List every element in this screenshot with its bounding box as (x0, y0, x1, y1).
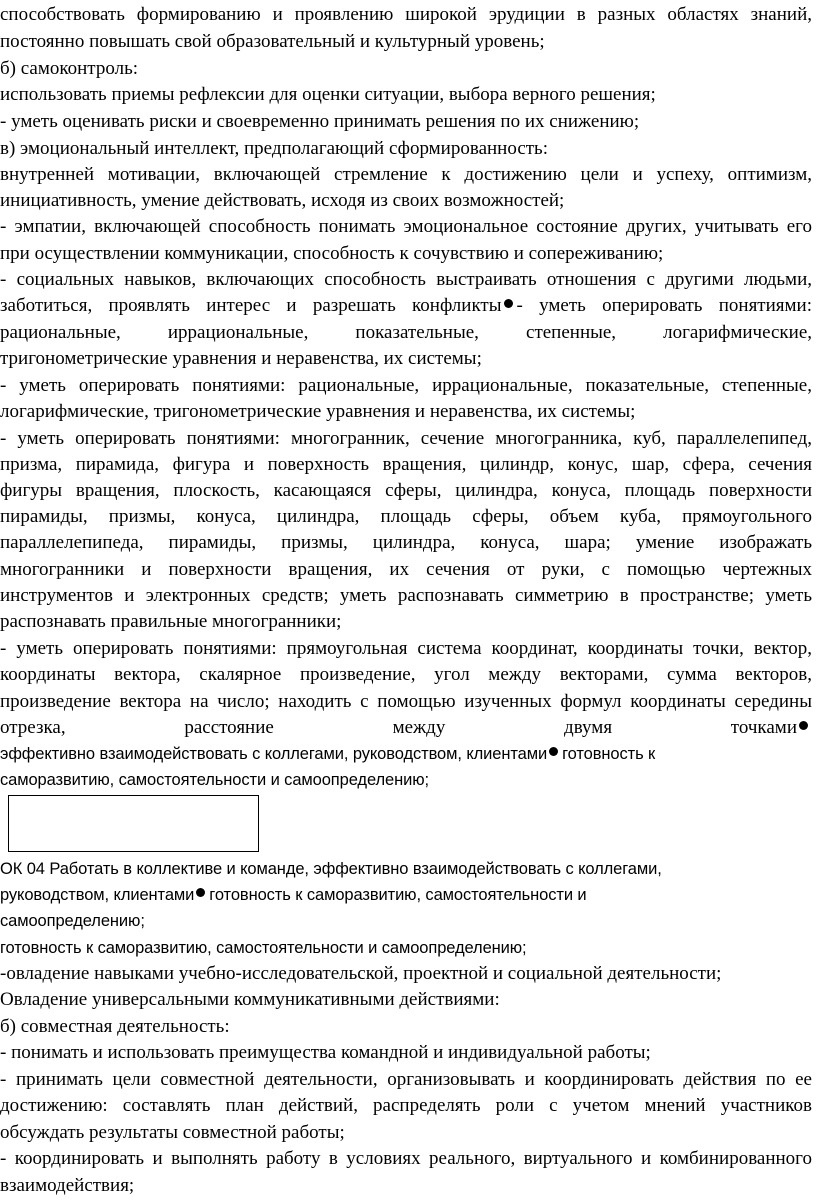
text-line: взаимодействия; (0, 1175, 135, 1196)
text-line: в) эмоциональный интеллект, предполагающий сформированность: (0, 138, 548, 159)
text-line: руководством, клиентами готовность к саморазвитию, самостоятельности и (0, 886, 587, 904)
text-line: б) совместная деятельность: (0, 1016, 230, 1037)
text-line: - уметь оперировать понятиями: многогранник, сечение многогранника, куб, параллелепипед, (0, 428, 812, 449)
text-line: способствовать формированию и проявлению широкой эрудиции в разных областях знаний, (0, 4, 812, 25)
text-line: - принимать цели совместной деятельности, организовывать и координировать действия по ее (0, 1069, 812, 1090)
text-line: достижению: составлять план действий, распределять роли с учетом мнений участников (0, 1095, 812, 1116)
text-line (0, 715, 812, 741)
text-line: - эмпатии, включающей способность понимать эмоциональное состояние других, учитывать его (0, 216, 812, 237)
text-line: логарифмические, тригонометрические уравнения и неравенства, их системы; (0, 401, 636, 422)
text-line: -овладение навыками учебно-исследовательской, проектной и социальной деятельности; (0, 963, 722, 984)
text-line: самоопределению; (0, 912, 145, 930)
text-line: Овладение универсальными коммуникативными действиями: (0, 989, 500, 1010)
text-line: - уметь оценивать риски и своевременно принимать решения по их снижению; (0, 111, 640, 132)
bullet-icon: отрезка, расстояние между двумя точками (0, 717, 812, 738)
text-line: при осуществлении коммуникации, способность к сочувствию и сопереживанию; (0, 243, 664, 264)
text-line: тригонометрические уравнения и неравенства, их системы; (0, 348, 482, 369)
text-line: заботиться, проявлять интерес и разрешать конфликты - уметь оперировать понятиями: (0, 295, 812, 316)
bullet-icon: эффективно взаимодействовать с коллегами, руководством, клиентами (0, 745, 562, 763)
text-line: - координировать и выполнять работу в условиях реального, виртуального и комбинированного (0, 1148, 812, 1169)
text-line: использовать приемы рефлексии для оценки ситуации, выбора верного решения; (0, 84, 656, 105)
text-line: готовность к саморазвитию, самостоятельности и самоопределению; (0, 939, 527, 957)
text-line: б) самоконтроль: (0, 58, 139, 79)
text-line: инструментов и электронных средств; уметь распознавать симметрию в пространстве; уметь (0, 585, 812, 606)
text-line: - уметь оперировать понятиями: прямоугольная система координат, координаты точки, вектор, (0, 638, 812, 659)
text-line: - понимать и использовать преимущества командной и индивидуальной работы; (0, 1042, 651, 1063)
text-line: произведение вектора на число; находить с помощью изученных формул координаты середины (0, 691, 812, 712)
text-line: фигуры вращения, плоскость, касающаяся сферы, цилиндра, конуса, площадь поверхности (0, 480, 812, 501)
text-line: пирамиды, призмы, конуса, цилиндра, площадь сферы, объем куба, прямоугольного (0, 506, 812, 527)
text-line: постоянно повышать свой образовательный и культурный уровень; (0, 31, 545, 52)
text-line: ОК 04 Работать в коллективе и команде, эффективно взаимодействовать с коллегами, (0, 860, 662, 878)
empty-frame (8, 795, 259, 852)
text-line: многогранники и поверхности вращения, их сечения от руки, с помощью чертежных (0, 559, 812, 580)
text-line: обсуждать результаты совместной работы; (0, 1122, 345, 1143)
text-line: распознавать правильные многогранники; (0, 611, 342, 632)
text-line: саморазвитию, самостоятельности и самоопределению; (0, 771, 429, 789)
text-line: инициативность, умение действовать, исходя из своих возможностей; (0, 190, 565, 211)
text-line: параллелепипеда, пирамиды, призмы, цилиндра, конуса, шара; умение изображать (0, 532, 812, 553)
bullet-icon: руководством, клиентами (0, 886, 209, 904)
text-line: эффективно взаимодействовать с коллегами, руководством, клиентами готовность к (0, 745, 656, 763)
text-line: рациональные, иррациональные, показательные, степенные, логарифмические, (0, 322, 812, 343)
bullet-icon: заботиться, проявлять интерес и разрешать конфликты (0, 295, 517, 316)
text-line: - уметь оперировать понятиями: рациональные, иррациональные, показательные, степенные, (0, 375, 812, 396)
text-line: - социальных навыков, включающих способность выстраивать отношения с другими людьми, (0, 269, 812, 290)
text-line: внутренней мотивации, включающей стремление к достижению цели и успеху, оптимизм, (0, 164, 812, 185)
text-line: координаты вектора, скалярное произведение, угол между векторами, сумма векторов, (0, 664, 812, 685)
text-line: призма, пирамида, фигура и поверхность вращения, цилиндр, конус, шар, сфера, сечения (0, 454, 812, 475)
